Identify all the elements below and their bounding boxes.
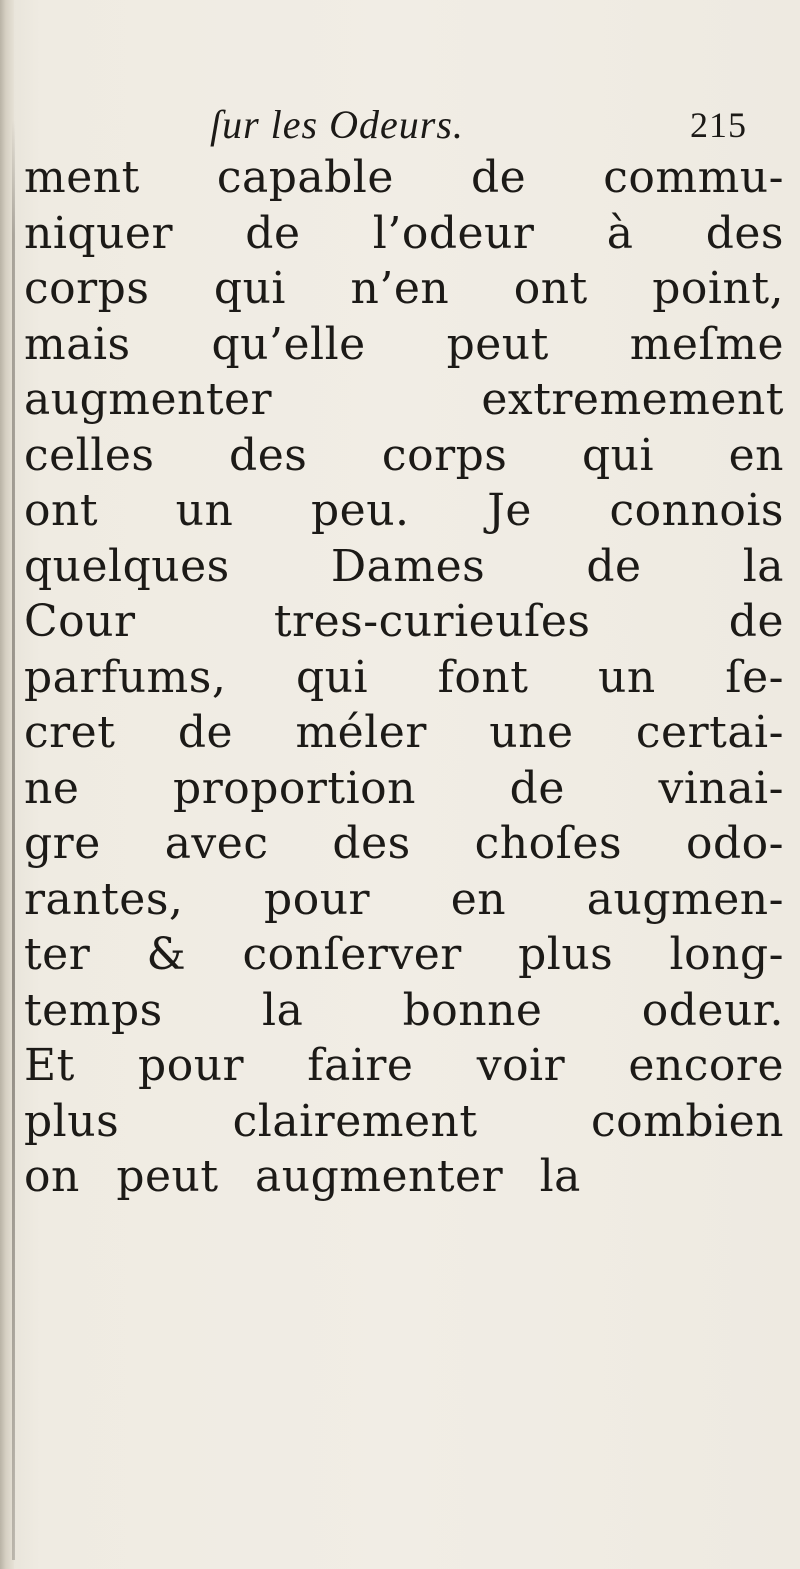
text-line: plus clairement combien xyxy=(24,1095,784,1147)
text-line: ment capable de commu- xyxy=(24,152,784,203)
text-line: quelques Dames de la xyxy=(24,540,784,592)
text-line: mais qu’elle peut meſme xyxy=(24,318,784,370)
text-line: ont un peu. Je connois xyxy=(24,485,784,536)
text-line: Et pour faire voir encore xyxy=(24,1040,784,1091)
text-line: rantes, pour en augmen- xyxy=(24,873,784,925)
text-line: parfums, qui font un ſe- xyxy=(24,651,784,703)
text-line: augmenter extremement xyxy=(24,374,784,425)
text-line: gre avec des choſes odo- xyxy=(24,818,784,869)
text-line: cret de méler une certai- xyxy=(24,707,784,758)
text-line: corps qui n’en ont point, xyxy=(24,263,784,314)
text-line: ter & conſerver plus long- xyxy=(24,929,784,980)
text-line: on peut augmenter la xyxy=(24,1151,581,1202)
text-line: niquer de l’odeur à des xyxy=(24,207,784,259)
page-number: 215 xyxy=(690,105,747,145)
text-line: temps la bonne odeur. xyxy=(24,984,784,1036)
body-text xyxy=(24,150,784,1205)
running-head xyxy=(0,100,800,150)
text-line: ne proportion de vinai- xyxy=(24,762,784,814)
text-line: Cour tres-curieuſes de xyxy=(24,596,784,647)
text-line: celles des corps qui en xyxy=(24,429,784,481)
running-head-title: ſur les Odeurs. xyxy=(210,102,464,147)
gutter-shadow xyxy=(12,120,15,1560)
